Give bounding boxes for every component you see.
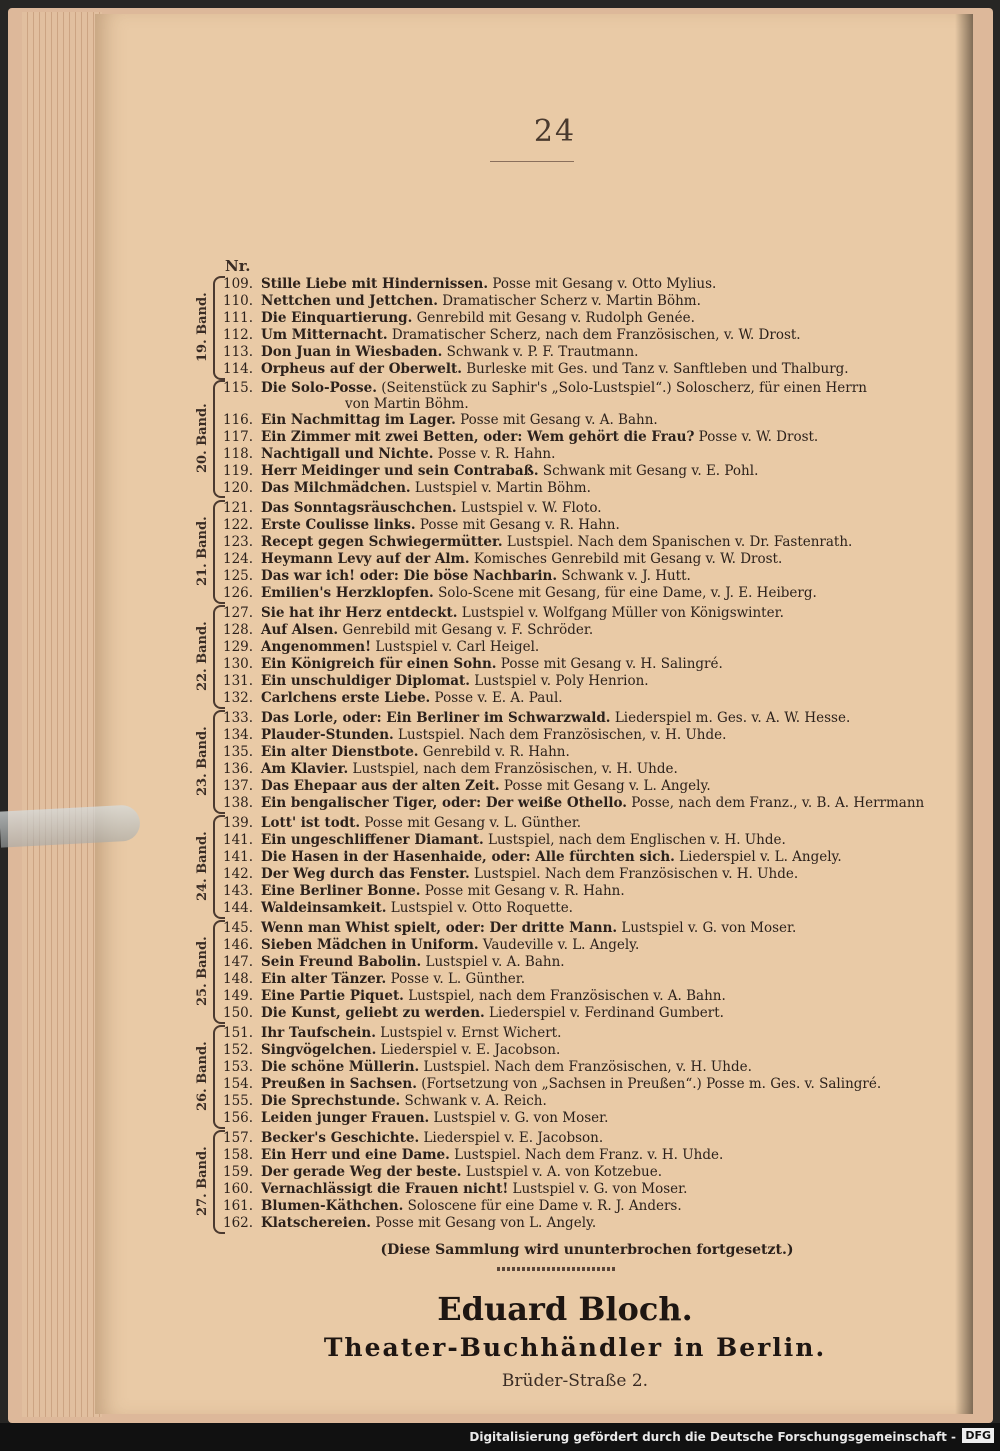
- item-number: 146.: [223, 937, 254, 953]
- item-title: Preußen in Sachsen.: [261, 1076, 417, 1092]
- item-title: Klatschereien.: [261, 1215, 372, 1231]
- list-item: [223, 310, 695, 326]
- item-number: 134.: [223, 727, 254, 743]
- item-details: Solo-Scene mit Gesang, für eine Dame, v. J. E. Heiberg.: [438, 585, 817, 601]
- item-title: Das Milchmädchen.: [261, 480, 411, 496]
- list-item: [223, 276, 716, 292]
- item-number: 145.: [223, 920, 254, 936]
- item-details: Lustspiel. Nach dem Franz. v. H. Uhde.: [454, 1147, 724, 1163]
- item-number: 127.: [223, 605, 254, 621]
- item-details: Lustspiel, nach dem Englischen v. H. Uhde.: [488, 832, 786, 848]
- item-details: (Seitenstück zu Saphir's „Solo-Lustspiel“.) Soloscherz, für einen Herrn: [381, 380, 867, 396]
- list-item: [223, 622, 593, 638]
- item-title: Waldeinsamkeit.: [261, 900, 387, 916]
- item-number: 142.: [223, 866, 254, 882]
- item-title: Die Einquartierung.: [261, 310, 413, 326]
- number-column-header: Nr.: [225, 257, 251, 275]
- item-details: Dramatischer Scherz v. Martin Böhm.: [442, 293, 701, 309]
- item-number: 161.: [223, 1198, 254, 1214]
- item-title: Ein bengalischer Tiger, oder: Der weiße Othello.: [261, 795, 627, 811]
- band-label: 27. Band.: [195, 1146, 210, 1216]
- item-title: Nachtigall und Nichte.: [261, 446, 434, 462]
- item-title: Auf Alsen.: [261, 622, 339, 638]
- item-title: Orpheus auf der Oberwelt.: [261, 361, 462, 377]
- band-label: 26. Band.: [195, 1041, 210, 1111]
- page-stack: [22, 12, 102, 1417]
- book-page: [95, 14, 973, 1414]
- item-title: Das Lorle, oder: Ein Berliner im Schwarzwald.: [261, 710, 611, 726]
- item-details-continued: von Martin Böhm.: [345, 396, 469, 412]
- item-number: 160.: [223, 1181, 254, 1197]
- item-number: 156.: [223, 1110, 254, 1126]
- item-number: 159.: [223, 1164, 254, 1180]
- item-details: Lustspiel v. Wolfgang Müller von Königswinter.: [461, 605, 784, 621]
- list-item: [223, 761, 678, 777]
- publisher-name: Eduard Bloch.: [437, 1290, 693, 1328]
- list-item: [223, 1198, 682, 1214]
- list-item: [223, 568, 691, 584]
- item-title: Plauder-Stunden.: [261, 727, 394, 743]
- item-details: Schwank v. A. Reich.: [404, 1093, 547, 1109]
- item-number: 131.: [223, 673, 254, 689]
- band-label: 21. Band.: [195, 516, 210, 586]
- list-item: [223, 849, 842, 865]
- list-item: [223, 1076, 881, 1092]
- item-details: Schwank v. J. Hutt.: [561, 568, 691, 584]
- band-brace: [213, 710, 225, 814]
- item-title: Ein Zimmer mit zwei Betten, oder: Wem gehört die Frau?: [261, 429, 695, 445]
- item-details: (Fortsetzung von „Sachsen in Preußen“.) Posse m. Ges. v. Salingré.: [421, 1076, 882, 1092]
- catalogue-list: [95, 14, 973, 1414]
- band-label: 23. Band.: [195, 726, 210, 796]
- item-details: Lustspiel v. G. von Moser.: [621, 920, 797, 936]
- item-number: 116.: [223, 412, 254, 428]
- list-item: [223, 1181, 687, 1197]
- item-title: Die Hasen in der Hasenhaide, oder: Alle fürchten sich.: [261, 849, 675, 865]
- list-item: [223, 605, 784, 621]
- item-number: 136.: [223, 761, 254, 777]
- item-details: Lustspiel, nach dem Französischen, v. H. Uhde.: [352, 761, 678, 777]
- item-details: Genrebild v. R. Hahn.: [422, 744, 570, 760]
- item-details: Schwank mit Gesang v. E. Pohl.: [542, 463, 759, 479]
- band-brace: [213, 815, 225, 919]
- item-details: Liederspiel m. Ges. v. A. W. Hesse.: [614, 710, 851, 726]
- list-item: [223, 1215, 596, 1231]
- list-item: [223, 971, 525, 987]
- item-details: Posse v. E. A. Paul.: [434, 690, 563, 706]
- item-number: 128.: [223, 622, 254, 638]
- item-number: 129.: [223, 639, 254, 655]
- item-details: Posse mit Gesang v. L. Angely.: [503, 778, 711, 794]
- item-details: Posse mit Gesang v. R. Hahn.: [419, 517, 620, 533]
- item-title: Don Juan in Wiesbaden.: [261, 344, 443, 360]
- list-item: [223, 639, 539, 655]
- list-item: [223, 534, 852, 550]
- item-title: Carlchens erste Liebe.: [261, 690, 431, 706]
- item-details: Liederspiel v. Ferdinand Gumbert.: [489, 1005, 724, 1021]
- item-number: 141.: [223, 832, 254, 848]
- item-title: Emilien's Herzklopfen.: [261, 585, 434, 601]
- list-item: [223, 380, 867, 396]
- item-details: Posse v. L. Günther.: [390, 971, 526, 987]
- dfg-logo: DFG: [962, 1428, 994, 1443]
- item-title: Recept gegen Schwiegermütter.: [261, 534, 503, 550]
- item-number: 133.: [223, 710, 254, 726]
- item-details: Posse mit Gesang v. H. Salingré.: [500, 656, 723, 672]
- item-details: Liederspiel v. E. Jacobson.: [423, 1130, 604, 1146]
- band-label: 22. Band.: [195, 621, 210, 691]
- item-details: Komisches Genrebild mit Gesang v. W. Drost.: [473, 551, 783, 567]
- list-item: [223, 656, 723, 672]
- list-item: [223, 327, 801, 343]
- item-title: Ein unschuldiger Diplomat.: [261, 673, 470, 689]
- list-item: [223, 883, 625, 899]
- list-item: [223, 412, 658, 428]
- item-details: Lustspiel. Nach dem Spanischen v. Dr. Fastenrath.: [506, 534, 853, 550]
- item-number: 119.: [223, 463, 254, 479]
- item-title: Ein alter Dienstbote.: [261, 744, 419, 760]
- item-details: Lustspiel. Nach dem Französischen v. H. Uhde.: [474, 866, 799, 882]
- list-item: [223, 293, 701, 309]
- item-number: 141.: [223, 849, 254, 865]
- item-number: 111.: [223, 310, 254, 326]
- item-title: Eine Partie Piquet.: [261, 988, 404, 1004]
- list-item: [223, 673, 649, 689]
- publisher-address: Brüder-Straße 2.: [501, 1371, 649, 1391]
- list-item: [223, 795, 924, 811]
- item-number: 118.: [223, 446, 254, 462]
- item-title: Herr Meidinger und sein Contrabaß.: [261, 463, 539, 479]
- item-number: 153.: [223, 1059, 254, 1075]
- item-details: Posse mit Gesang v. R. Hahn.: [424, 883, 625, 899]
- item-number: 115.: [223, 380, 254, 396]
- band-label: 19. Band.: [195, 292, 210, 362]
- band-brace: [213, 920, 225, 1024]
- item-number: 113.: [223, 344, 254, 360]
- band-label: 25. Band.: [195, 936, 210, 1006]
- item-details: Lustspiel v. A. von Kotzebue.: [465, 1164, 662, 1180]
- item-number: 124.: [223, 551, 254, 567]
- item-title: Sein Freund Babolin.: [261, 954, 422, 970]
- item-number: 121.: [223, 500, 254, 516]
- item-details: Liederspiel v. E. Jacobson.: [380, 1042, 561, 1058]
- continuation-note: (Diese Sammlung wird ununterbrochen fortgesetzt.): [380, 1242, 794, 1258]
- item-details: Lustspiel v. Carl Heigel.: [375, 639, 540, 655]
- item-details: Lustspiel v. W. Floto.: [460, 500, 602, 516]
- item-title: Ein Königreich für einen Sohn.: [261, 656, 497, 672]
- list-item: [223, 361, 849, 377]
- item-title: Sieben Mädchen in Uniform.: [261, 937, 479, 953]
- item-number: 157.: [223, 1130, 254, 1146]
- item-title: Lott' ist todt.: [261, 815, 361, 831]
- item-title: Wenn man Whist spielt, oder: Der dritte Mann.: [261, 920, 618, 936]
- list-item: [223, 500, 602, 516]
- item-details: Lustspiel v. G. von Moser.: [433, 1110, 609, 1126]
- list-item: [223, 1025, 561, 1041]
- item-title: Erste Coulisse links.: [261, 517, 416, 533]
- item-details: Posse mit Gesang von L. Angely.: [375, 1215, 597, 1231]
- item-number: 123.: [223, 534, 254, 550]
- list-item: [223, 1164, 662, 1180]
- list-item: [223, 429, 818, 445]
- item-number: 114.: [223, 361, 254, 377]
- item-details: Genrebild mit Gesang v. Rudolph Genée.: [416, 310, 695, 326]
- list-item: [223, 744, 570, 760]
- band-label: 20. Band.: [195, 403, 210, 473]
- item-number: 110.: [223, 293, 254, 309]
- item-details: Posse, nach dem Franz., v. B. A. Herrmann: [631, 795, 925, 811]
- item-number: 122.: [223, 517, 254, 533]
- item-title: Nettchen und Jettchen.: [261, 293, 438, 309]
- item-details: Lustspiel v. A. Bahn.: [425, 954, 565, 970]
- item-number: 155.: [223, 1093, 254, 1109]
- item-number: 150.: [223, 1005, 254, 1021]
- item-details: Posse mit Gesang v. L. Günther.: [364, 815, 582, 831]
- item-number: 143.: [223, 883, 254, 899]
- list-item: [223, 710, 850, 726]
- item-details: Lustspiel. Nach dem Französischen, v. H. Uhde.: [398, 727, 727, 743]
- list-item: [223, 1110, 608, 1126]
- item-title: Der Weg durch das Fenster.: [261, 866, 470, 882]
- item-number: 144.: [223, 900, 254, 916]
- item-details: Lustspiel v. Otto Roquette.: [390, 900, 573, 916]
- item-number: 126.: [223, 585, 254, 601]
- item-details: Lustspiel. Nach dem Französischen, v. H. Uhde.: [423, 1059, 752, 1075]
- item-number: 149.: [223, 988, 254, 1004]
- item-title: Ein ungeschliffener Diamant.: [261, 832, 484, 848]
- item-title: Der gerade Weg der beste.: [261, 1164, 462, 1180]
- item-details: Posse mit Gesang v. Otto Mylius.: [492, 276, 717, 292]
- item-details: Lustspiel v. Martin Böhm.: [414, 480, 591, 496]
- list-item: [223, 815, 581, 831]
- item-number: 162.: [223, 1215, 254, 1231]
- list-item: [223, 344, 638, 360]
- band-brace: [213, 1130, 225, 1234]
- band-brace: [213, 276, 225, 380]
- list-item: [223, 1059, 752, 1075]
- item-number: 125.: [223, 568, 254, 584]
- list-item: [223, 832, 786, 848]
- ornamental-rule: [497, 1267, 617, 1271]
- band-brace: [213, 1025, 225, 1129]
- item-number: 154.: [223, 1076, 254, 1092]
- item-title: Ein Nachmittag im Lager.: [261, 412, 456, 428]
- item-details: Burleske mit Ges. und Tanz v. Sanftleben und Thalburg.: [466, 361, 849, 377]
- item-details: Liederspiel v. L. Angely.: [679, 849, 842, 865]
- item-number: 139.: [223, 815, 254, 831]
- list-item: [223, 1147, 723, 1163]
- list-item: [223, 954, 565, 970]
- item-number: 158.: [223, 1147, 254, 1163]
- item-title: Das Sonntagsräuschchen.: [261, 500, 457, 516]
- item-title: Leiden junger Frauen.: [261, 1110, 430, 1126]
- item-number: 147.: [223, 954, 254, 970]
- band-brace: [213, 500, 225, 604]
- item-details: Lustspiel v. Poly Henrion.: [474, 673, 649, 689]
- list-item: [223, 727, 726, 743]
- item-title: Ein Herr und eine Dame.: [261, 1147, 450, 1163]
- item-number: 112.: [223, 327, 254, 343]
- item-title: Die Kunst, geliebt zu werden.: [261, 1005, 485, 1021]
- list-item: [223, 778, 711, 794]
- item-details: Dramatischer Scherz, nach dem Französischen, v. W. Drost.: [391, 327, 801, 343]
- item-number: 135.: [223, 744, 254, 760]
- list-item: [223, 690, 563, 706]
- list-item: [223, 1042, 560, 1058]
- funding-credit: Digitalisierung gefördert durch die Deutsche Forschungsgemeinschaft -: [469, 1430, 956, 1444]
- list-item: [223, 585, 817, 601]
- list-item: [223, 480, 591, 496]
- item-details: Posse v. W. Drost.: [698, 429, 819, 445]
- item-title: Um Mitternacht.: [261, 327, 388, 343]
- item-title: Ihr Taufschein.: [261, 1025, 376, 1041]
- item-title: Die Sprechstunde.: [261, 1093, 401, 1109]
- item-details: Lustspiel v. G. von Moser.: [512, 1181, 688, 1197]
- item-number: 120.: [223, 480, 254, 496]
- item-title: Becker's Geschichte.: [261, 1130, 420, 1146]
- item-title: Eine Berliner Bonne.: [261, 883, 421, 899]
- list-item: [223, 920, 796, 936]
- list-item: [223, 463, 758, 479]
- item-title: Sie hat ihr Herz entdeckt.: [261, 605, 458, 621]
- list-item: [223, 1130, 603, 1146]
- item-details: Lustspiel, nach dem Französischen v. A. Bahn.: [408, 988, 726, 1004]
- item-details: Posse mit Gesang v. A. Bahn.: [460, 412, 658, 428]
- list-item: [223, 1093, 547, 1109]
- item-details: Posse v. R. Hahn.: [437, 446, 556, 462]
- item-details: Soloscene für eine Dame v. R. J. Anders.: [407, 1198, 682, 1214]
- list-item: [223, 517, 620, 533]
- item-number: 109.: [223, 276, 254, 292]
- item-title: Stille Liebe mit Hindernissen.: [261, 276, 489, 292]
- item-title: Das Ehepaar aus der alten Zeit.: [261, 778, 500, 794]
- publisher-subtitle: Theater-Buchhändler in Berlin.: [323, 1333, 827, 1362]
- item-title: Singvögelchen.: [261, 1042, 377, 1058]
- list-item: [223, 937, 639, 953]
- item-title: Blumen-Käthchen.: [261, 1198, 404, 1214]
- band-label: 24. Band.: [195, 831, 210, 901]
- item-details: Genrebild mit Gesang v. F. Schröder.: [342, 622, 594, 638]
- item-number: 117.: [223, 429, 254, 445]
- list-item: [223, 866, 798, 882]
- item-title: Vernachlässigt die Frauen nicht!: [261, 1181, 509, 1197]
- item-details: Schwank v. P. F. Trautmann.: [446, 344, 639, 360]
- band-brace: [213, 380, 225, 498]
- list-item: [223, 446, 555, 462]
- item-title: Heymann Levy auf der Alm.: [261, 551, 470, 567]
- list-item: [223, 551, 782, 567]
- item-number: 138.: [223, 795, 254, 811]
- item-number: 152.: [223, 1042, 254, 1058]
- list-item: [223, 988, 726, 1004]
- item-title: Die schöne Müllerin.: [261, 1059, 420, 1075]
- glass-page-clip: [0, 804, 141, 847]
- list-item: [223, 900, 573, 916]
- item-number: 130.: [223, 656, 254, 672]
- item-details: Vaudeville v. L. Angely.: [482, 937, 640, 953]
- list-item: [223, 1005, 724, 1021]
- item-title: Die Solo-Posse.: [261, 380, 377, 396]
- item-title: Angenommen!: [261, 639, 372, 655]
- item-number: 148.: [223, 971, 254, 987]
- band-brace: [213, 605, 225, 709]
- item-number: 132.: [223, 690, 254, 706]
- item-title: Das war ich! oder: Die böse Nachbarin.: [261, 568, 558, 584]
- page-number: 24: [533, 114, 577, 149]
- item-number: 137.: [223, 778, 254, 794]
- item-title: Am Klavier.: [261, 761, 349, 777]
- item-title: Ein alter Tänzer.: [261, 971, 387, 987]
- item-number: 151.: [223, 1025, 254, 1041]
- item-details: Lustspiel v. Ernst Wichert.: [380, 1025, 562, 1041]
